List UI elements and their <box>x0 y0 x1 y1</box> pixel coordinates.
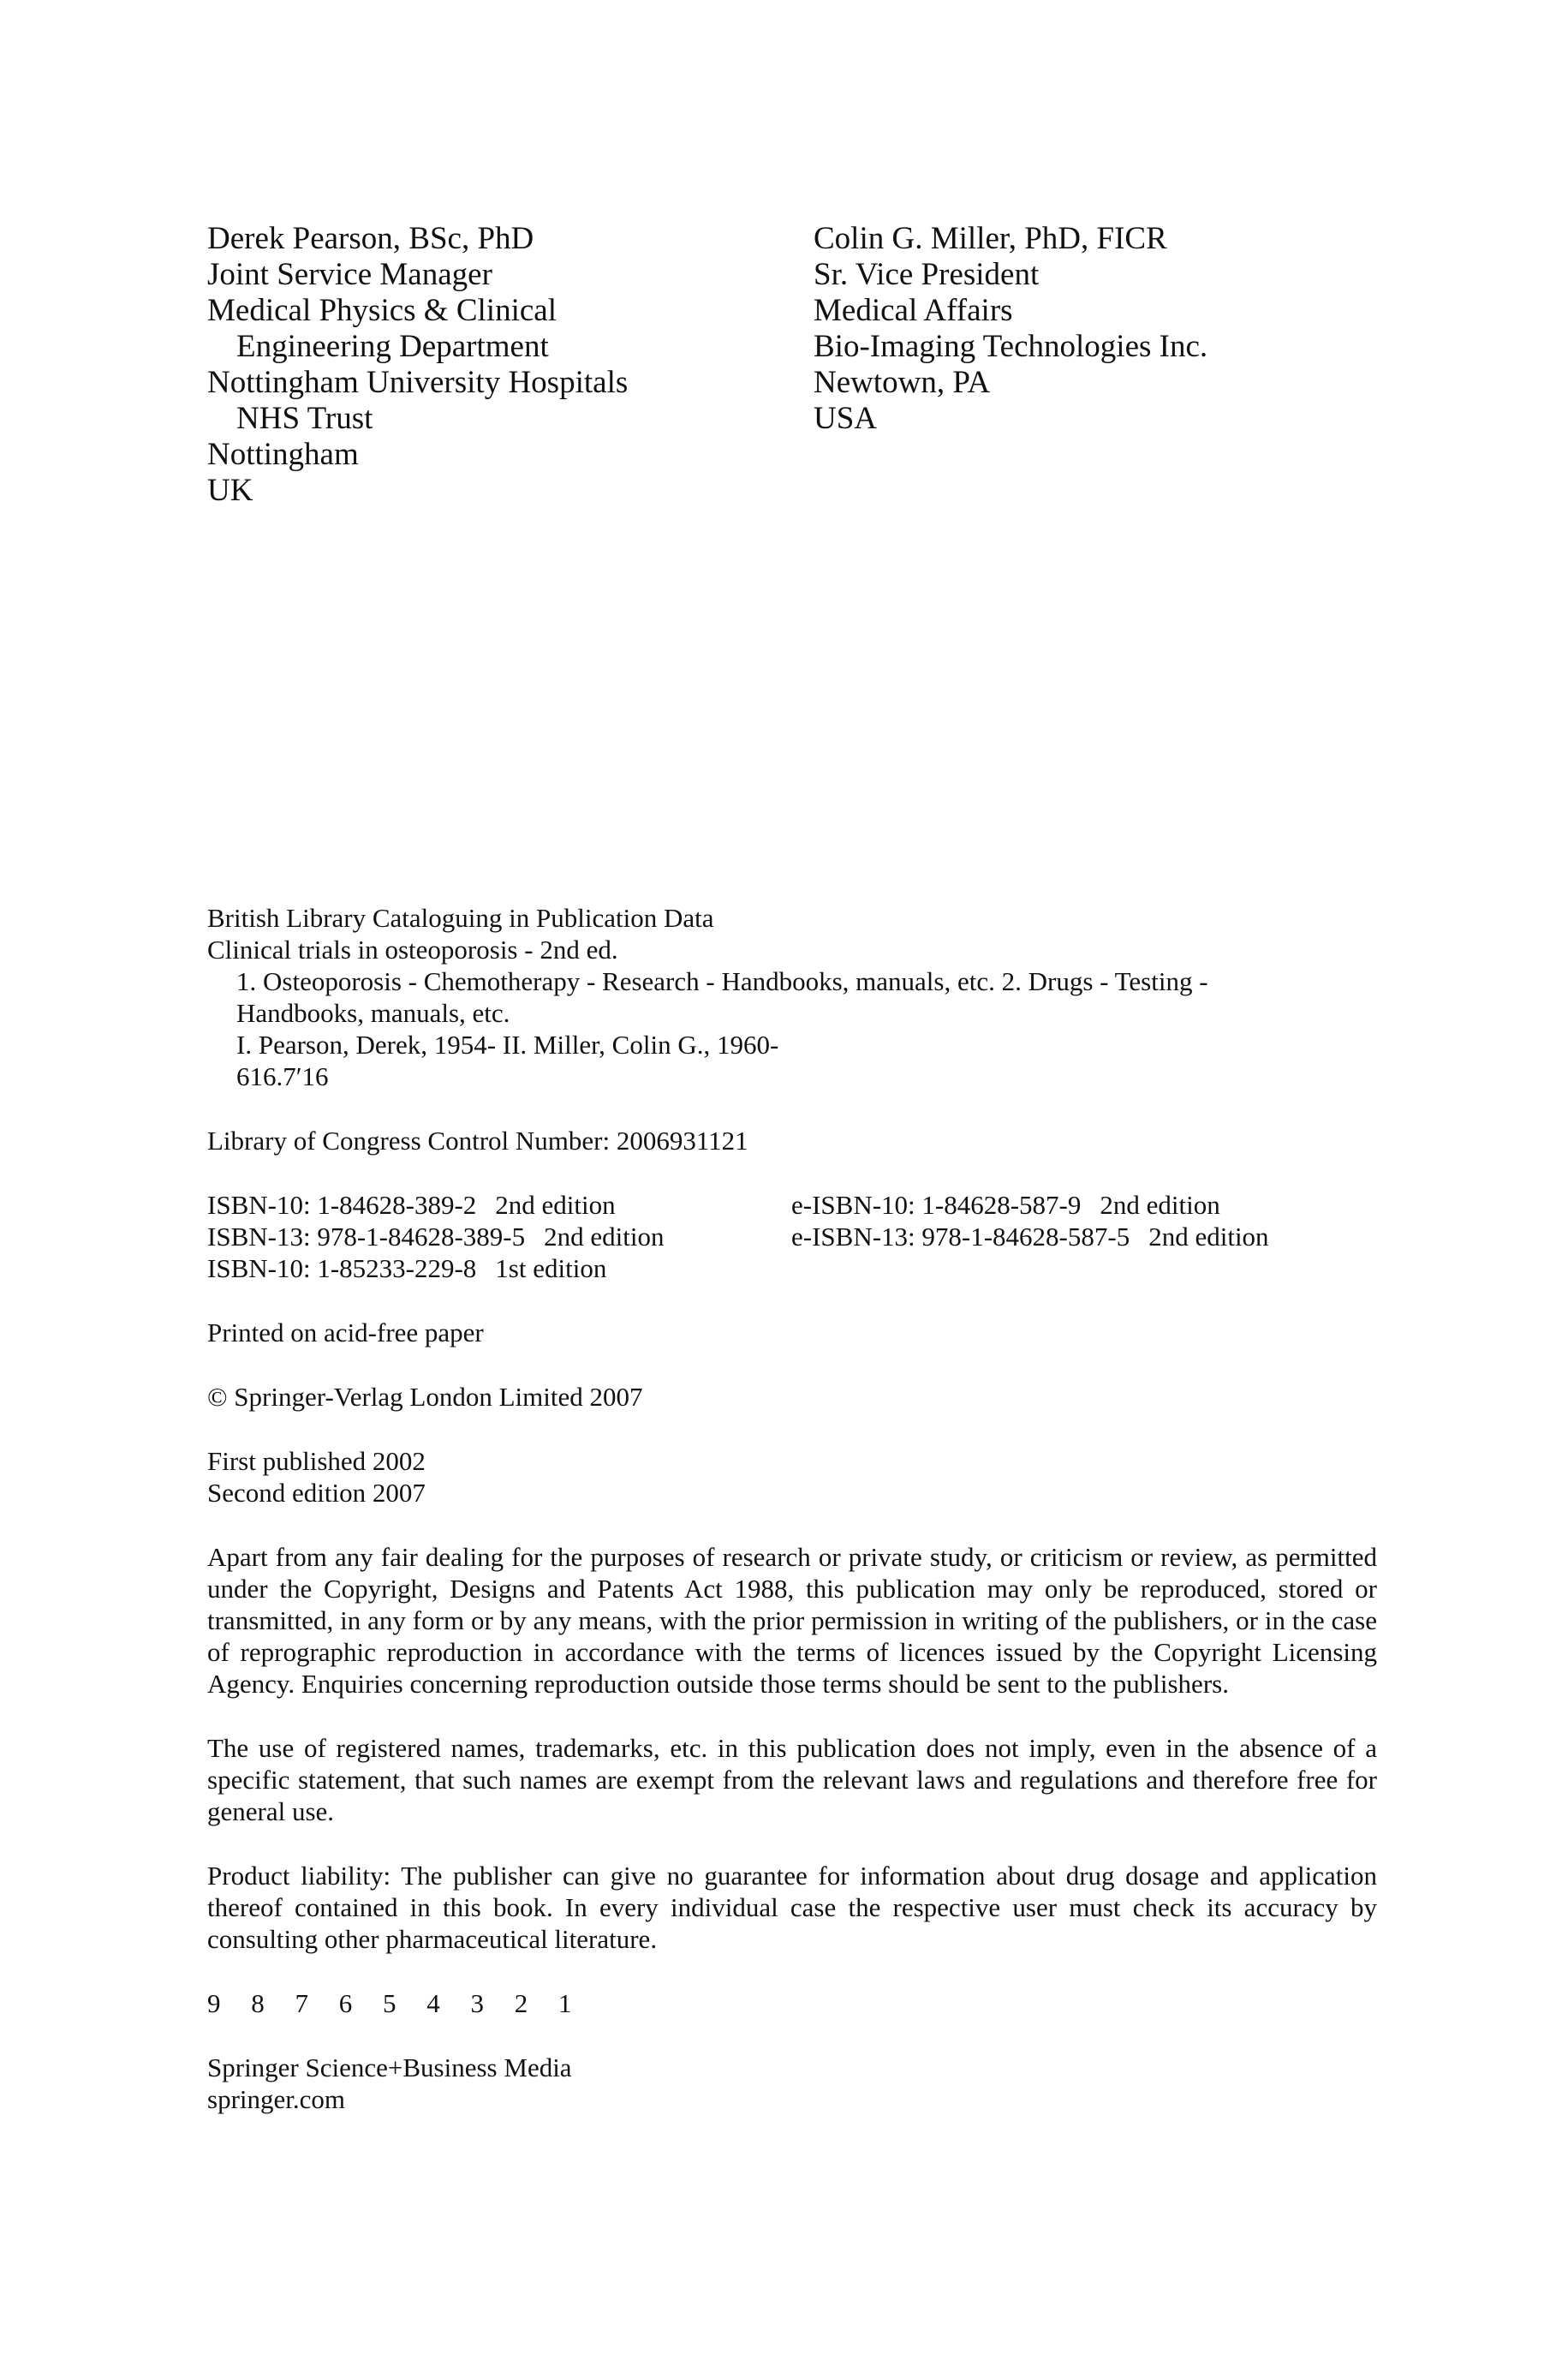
author-city: Newtown, PA <box>814 365 991 400</box>
isbn-row <box>207 1252 791 1284</box>
paper-note: Printed on acid-free paper <box>207 1317 484 1347</box>
cip-subjects-cont: Handbooks, manuals, etc. <box>236 998 510 1028</box>
isbn-column-print <box>207 1189 791 1284</box>
publisher-block <box>207 2052 1377 2115</box>
isbn-number: ISBN-13: 978-1-84628-389-5 <box>207 1222 526 1252</box>
isbn-number: e-ISBN-10: 1-84628-587-9 <box>791 1190 1082 1220</box>
author-organization: Bio-Imaging Technologies Inc. <box>814 329 1208 364</box>
isbn-number: ISBN-10: 1-85233-229-8 <box>207 1253 477 1283</box>
author-country: USA <box>814 401 878 436</box>
isbn-edition: 2nd edition <box>1148 1222 1269 1252</box>
isbn-column-electronic <box>791 1189 1375 1284</box>
author-department: Medical Physics & Clinical <box>207 293 557 328</box>
isbn-edition: 1st edition <box>495 1253 607 1283</box>
isbn-row <box>207 1221 791 1252</box>
author-city: Nottingham <box>207 437 359 472</box>
liability-paragraph: Product liability: The publisher can give no guarantee for information about drug dosage and application thereof contained in this book. In every individual case the respective user must check its accuracy by consulting other pharmaceutical literature. <box>207 1861 1377 1954</box>
isbn-row <box>207 1189 791 1221</box>
isbn-number: e-ISBN-13: 978-1-84628-587-5 <box>791 1222 1130 1252</box>
publisher-url: springer.com <box>207 2084 345 2114</box>
isbn-edition: 2nd edition <box>495 1190 616 1220</box>
author-name: Derek Pearson, BSc, PhD <box>207 221 534 256</box>
isbn-row <box>791 1189 1375 1221</box>
author-title: Joint Service Manager <box>207 257 492 292</box>
publisher-name: Springer Science+Business Media <box>207 2052 572 2082</box>
author-name: Colin G. Miller, PhD, FICR <box>814 221 1167 256</box>
isbn-edition: 2nd edition <box>1100 1190 1220 1220</box>
printing-line: 9 8 7 6 5 4 3 2 1 <box>207 1988 584 2018</box>
publication-history <box>207 1445 1377 1509</box>
author-block-left <box>207 221 628 509</box>
cip-block <box>207 902 1377 1092</box>
cip-heading: British Library Cataloguing in Publication Data <box>207 903 714 933</box>
cip-subjects: 1. Osteoporosis - Chemotherapy - Research - Handbooks, manuals, etc. 2. Drugs - Testing - <box>236 966 1208 996</box>
cip-classification: 616.7′16 <box>236 1061 329 1091</box>
author-organization-cont: NHS Trust <box>236 401 373 436</box>
isbn-edition: 2nd edition <box>544 1222 665 1252</box>
trademark-paragraph: The use of registered names, trademarks, etc. in this publication does not imply, even in the absence of a specific statement, that such names are exempt from the relevant laws and regulations and therefore free for general use. <box>207 1733 1377 1826</box>
author-department: Medical Affairs <box>814 293 1013 328</box>
author-department-cont: Engineering Department <box>236 329 549 364</box>
first-published: First published 2002 <box>207 1446 426 1476</box>
imprint-body <box>207 902 1377 2115</box>
author-organization: Nottingham University Hospitals <box>207 365 629 400</box>
cip-names: I. Pearson, Derek, 1954- II. Miller, Colin G., 1960- <box>236 1030 779 1060</box>
cip-title: Clinical trials in osteoporosis - 2nd ed. <box>207 935 618 965</box>
loc-control-number: Library of Congress Control Number: 2006931121 <box>207 1126 748 1156</box>
isbn-block <box>207 1189 1377 1284</box>
rights-paragraph: Apart from any fair dealing for the purposes of research or private study, or criticism or review, as permitted under the Copyright, Designs and Patents Act 1988, this publication may only be reproduced, stored or transmitted, in any form or by any means, with the prior permission in writing of the publishers, or in the case of reprographic reproduction in accordance with the terms of licences issued by the Copyright Licensing Agency. Enquiries concerning reproduction outside those terms should be sent to the publishers. <box>207 1542 1377 1699</box>
isbn-number: ISBN-10: 1-84628-389-2 <box>207 1190 477 1220</box>
author-block-right <box>814 221 1207 437</box>
second-edition: Second edition 2007 <box>207 1478 426 1508</box>
isbn-row <box>791 1221 1375 1252</box>
copyright-notice: © Springer-Verlag London Limited 2007 <box>207 1382 643 1412</box>
author-title: Sr. Vice President <box>814 257 1040 292</box>
author-country: UK <box>207 473 253 508</box>
